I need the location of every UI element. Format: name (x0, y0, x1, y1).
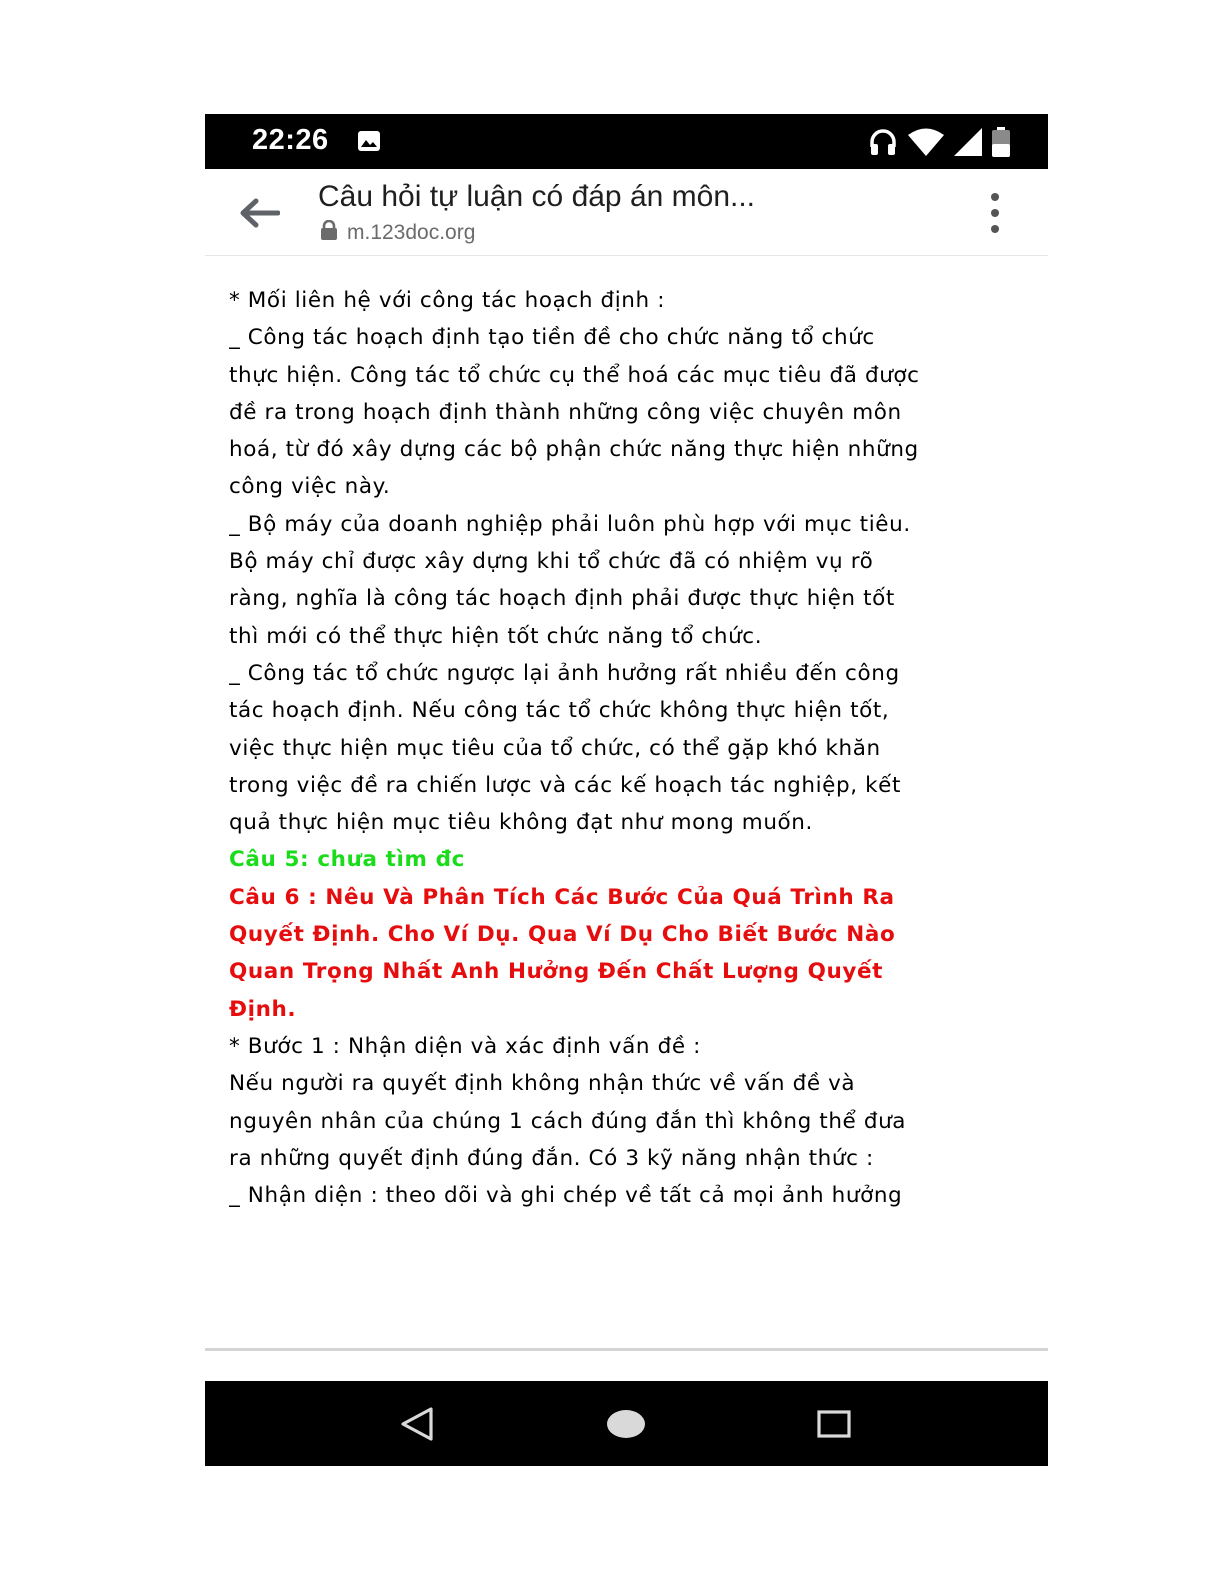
text-line: ra những quyết định đúng đắn. Có 3 kỹ năng nhận thức : (229, 1145, 874, 1171)
navigation-bar (205, 1381, 1048, 1466)
text-line: tác hoạch định. Nếu công tác tổ chức không thực hiện tốt, (229, 698, 890, 724)
status-time: 22:26 (252, 124, 329, 156)
battery-icon (992, 127, 1010, 157)
text-line: * Mối liên hệ với công tác hoạch định : (229, 288, 666, 313)
text-line: nguyên nhân của chúng 1 cách đúng đắn thì không thể đưa (229, 1108, 907, 1134)
heading-line: Định. (229, 996, 297, 1022)
more-vert-icon[interactable] (980, 193, 1010, 233)
headphones-icon (868, 127, 898, 157)
text-line: đề ra trong hoạch định thành những công việc chuyên môn (229, 399, 902, 425)
heading-line: Quyết Định. Cho Ví Dụ. Qua Ví Dụ Cho Biết Bước Nào (229, 922, 896, 948)
text-line: hoá, từ đó xây dựng các bộ phận chức năng thực hiện những (229, 437, 919, 463)
text-line: * Bước 1 : Nhận diện và xác định vấn đề : (229, 1033, 701, 1059)
signal-icon (954, 128, 982, 156)
text-line: thực hiện. Công tác tổ chức cụ thể hoá các mục tiêu đã được (229, 362, 920, 388)
text-line: thì mới có thể thực hiện tốt chức năng tổ chức. (229, 623, 763, 649)
phone-screen (205, 114, 1048, 1466)
text-line: ràng, nghĩa là công tác hoạch định phải được thực hiện tốt (229, 586, 895, 612)
wifi-icon (908, 128, 944, 156)
text-line: quả thực hiện mục tiêu không đạt như mong muốn. (229, 810, 813, 836)
url-row[interactable] (319, 220, 475, 246)
text-line: Nếu người ra quyết định không nhận thức về vấn đề và (229, 1071, 856, 1097)
text-line: _ Bộ máy của doanh nghiệp phải luôn phù hợp với mục tiêu. (229, 511, 911, 537)
heading-line: Quan Trọng Nhất Anh Hưởng Đến Chất Lượng Quyết (229, 959, 884, 985)
text-line: trong việc đề ra chiến lược và các kế hoạch tác nghiệp, kết (229, 772, 902, 798)
back-arrow-icon (238, 198, 280, 228)
text-line: _ Nhận diện : theo dõi và ghi chép về tất cả mọi ảnh hưởng (229, 1183, 903, 1209)
heading-line: Câu 5: chưa tìm đc (229, 847, 465, 873)
nav-back-icon[interactable] (392, 1401, 442, 1447)
browser-toolbar (205, 169, 1048, 256)
bottom-divider (205, 1348, 1048, 1351)
article-content (229, 282, 1048, 1214)
image-icon (357, 130, 381, 152)
back-button[interactable] (233, 191, 285, 235)
text-line: việc thực hiện mục tiêu của tổ chức, có thể gặp khó khăn (229, 735, 881, 761)
page-title: Câu hỏi tự luận có đáp án môn... (318, 180, 756, 213)
nav-home-icon[interactable] (601, 1401, 651, 1447)
status-bar (205, 114, 1048, 169)
heading-line: Câu 6 : Nêu Và Phân Tích Các Bước Của Quá Trình Ra (229, 884, 895, 910)
text-line: công việc này. (229, 474, 391, 500)
nav-recents-icon[interactable] (809, 1401, 859, 1447)
url-text: m.123doc.org (347, 221, 476, 244)
status-icons (868, 126, 1010, 158)
text-line: Bộ máy chỉ được xây dựng khi tổ chức đã có nhiệm vụ rõ (229, 549, 874, 575)
lock-icon (319, 220, 339, 246)
text-line: _ Công tác hoạch định tạo tiền đề cho chức năng tổ chức (229, 325, 875, 351)
text-line: _ Công tác tổ chức ngược lại ảnh hưởng rất nhiều đến công (229, 660, 900, 686)
